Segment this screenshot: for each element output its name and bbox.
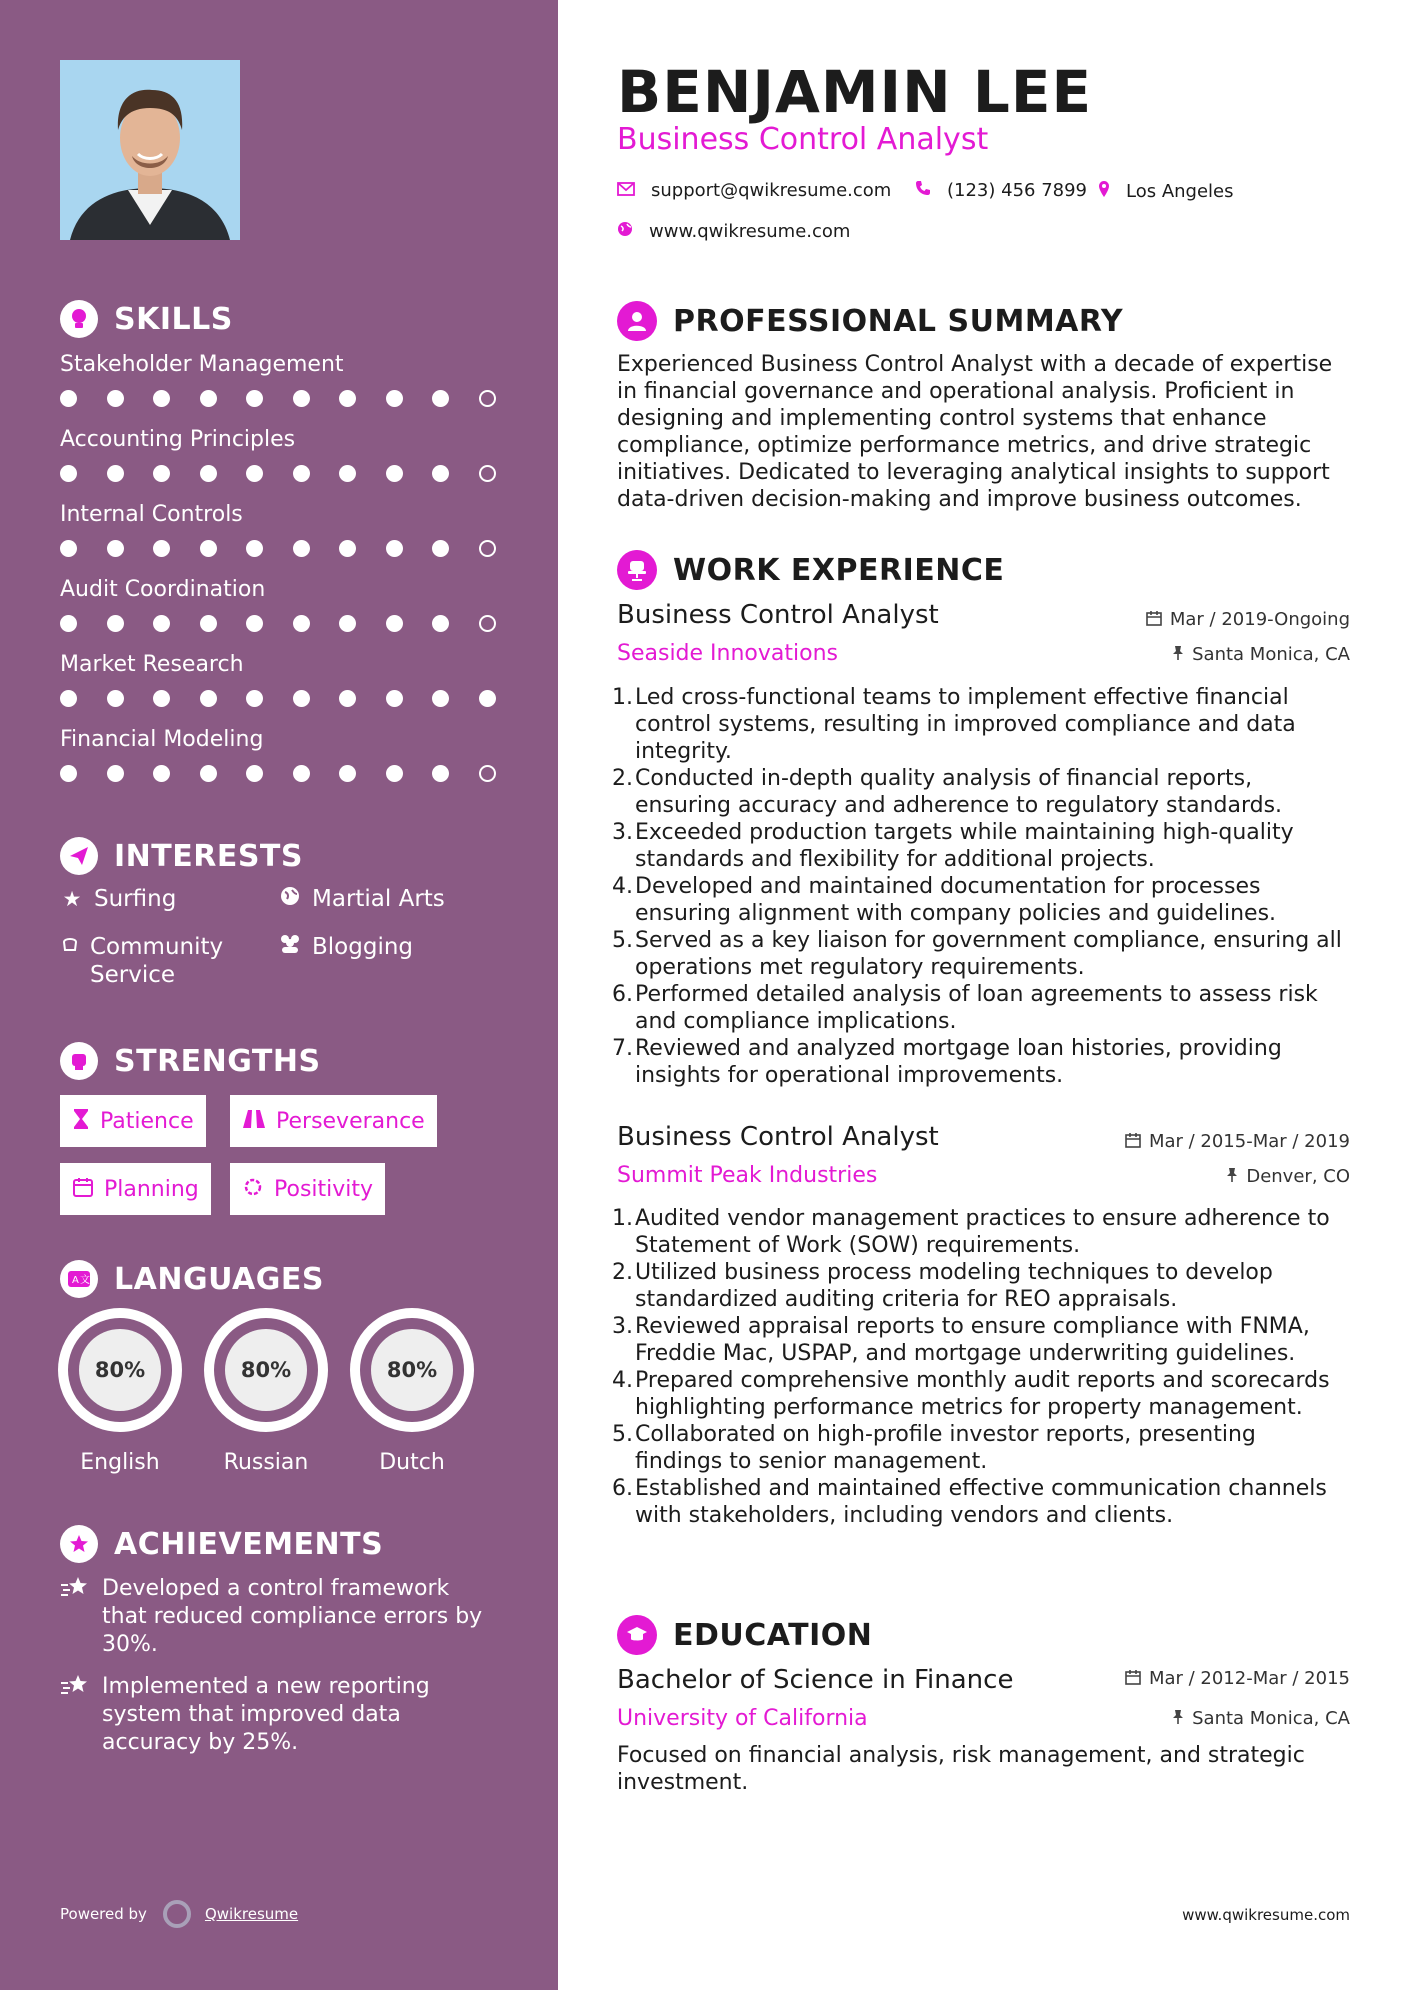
job-point [612, 1475, 1350, 1529]
paper-plane-icon [60, 837, 98, 875]
job-point [612, 1313, 1350, 1367]
candidate-name: BENJAMIN LEE [617, 58, 1093, 126]
job-point-number: 4. [612, 874, 633, 899]
job-point-text: Exceeded production targets while maintaining high-quality standards and flexibility for additional projects. [635, 820, 1294, 872]
job-point [612, 684, 1350, 765]
strength-tag [230, 1163, 385, 1215]
job-point-text: Developed and maintained documentation for processes ensuring alignment with company policies and guidelines. [635, 874, 1277, 926]
skill-dot-filled [200, 615, 217, 632]
skill-dot-filled [153, 615, 170, 632]
skills-title: SKILLS [114, 301, 233, 337]
education-location-text: Santa Monica, CA [1192, 1708, 1350, 1729]
job-point [612, 1367, 1350, 1421]
interests-title: INTERESTS [114, 838, 303, 874]
skill-dot-filled [386, 540, 403, 557]
skill-name: Accounting Principles [60, 427, 296, 452]
job-point-number: 6. [612, 1476, 633, 1501]
skill-dot-filled [200, 765, 217, 782]
strength-label: Positivity [274, 1176, 374, 1202]
skill-dot-filled [60, 615, 77, 632]
shooting-star-icon [60, 1575, 90, 1659]
job-point-text: Collaborated on high-profile investor reports, presenting findings to senior management. [635, 1422, 1256, 1474]
job-dates-text: Mar / 2019-Ongoing [1169, 609, 1350, 630]
skill-name: Audit Coordination [60, 577, 266, 602]
road-icon [242, 1109, 266, 1134]
job-point-number: 3. [612, 820, 633, 845]
skill-dot-filled [479, 690, 496, 707]
achievement-text: Developed a control framework that reduced compliance errors by 30%. [102, 1576, 483, 1657]
powered-by [60, 1900, 298, 1928]
pushpin-icon [1226, 1167, 1238, 1187]
job-point-text: Conducted in-depth quality analysis of financial reports, ensuring accuracy and adherence to regulatory standards. [635, 766, 1283, 818]
skill-dot-filled [153, 690, 170, 707]
job-point [612, 1035, 1350, 1089]
skill-dot-filled [107, 690, 124, 707]
interest-item [278, 933, 413, 961]
svg-text:A: A [72, 1275, 79, 1286]
skill-dot-filled [246, 690, 263, 707]
skill-dot-filled [339, 615, 356, 632]
languages-title: LANGUAGES [114, 1261, 324, 1297]
strength-tag [60, 1095, 206, 1147]
education-dates-text: Mar / 2012-Mar / 2015 [1148, 1668, 1350, 1689]
skill-item [60, 425, 500, 483]
job-point-text: Reviewed and analyzed mortgage loan histories, providing insights for operational improvements. [635, 1036, 1282, 1088]
skill-dot-filled [107, 540, 124, 557]
interest-item [60, 885, 176, 913]
skill-name: Market Research [60, 652, 244, 677]
summary-title: PROFESSIONAL SUMMARY [673, 303, 1124, 339]
hand-icon [60, 933, 80, 961]
skill-dot-filled [339, 390, 356, 407]
qwikresume-link[interactable]: Qwikresume [204, 1905, 299, 1923]
fist-icon [60, 1042, 98, 1080]
language-icon [60, 1260, 98, 1298]
office-chair-icon [617, 550, 657, 590]
candidate-role: Business Control Analyst [617, 122, 989, 157]
language-ring [350, 1308, 474, 1432]
skill-rating [60, 463, 500, 483]
skill-dot-filled [246, 465, 263, 482]
job-point-text: Performed detailed analysis of loan agreements to assess risk and compliance implications. [635, 982, 1318, 1034]
job-1-points [612, 684, 1350, 1089]
job-company: Summit Peak Industries [617, 1163, 878, 1188]
location-text: Los Angeles [1126, 181, 1234, 202]
skill-rating [60, 763, 500, 783]
skill-rating [60, 538, 500, 558]
skill-dot-filled [60, 765, 77, 782]
skill-dot-filled [339, 465, 356, 482]
interest-item [278, 885, 445, 913]
job-point [612, 765, 1350, 819]
phone-text: (123) 456 7899 [947, 180, 1088, 201]
skill-dot-filled [246, 765, 263, 782]
interest-label: Community Service [90, 934, 224, 988]
job-point-number: 2. [612, 1260, 633, 1285]
skill-rating [60, 688, 500, 708]
language-percent: 80% [79, 1329, 161, 1411]
skill-name: Internal Controls [60, 502, 243, 527]
sidebar [0, 0, 558, 1990]
user-icon [617, 301, 657, 341]
skill-dot-filled [339, 690, 356, 707]
skill-item [60, 650, 500, 708]
skill-dot-filled [293, 540, 310, 557]
job-point-text: Audited vendor management practices to ensure adherence to Statement of Work (SOW) requirements. [635, 1206, 1330, 1258]
language-ring [204, 1308, 328, 1432]
strength-label: Planning [104, 1176, 199, 1202]
summary-header [617, 301, 1123, 341]
qwikresume-logo-icon [163, 1900, 191, 1928]
job-point [612, 1259, 1350, 1313]
lightbulb-icon [60, 300, 98, 338]
skill-dot-filled [107, 765, 124, 782]
skill-dot-filled [107, 390, 124, 407]
strengths-title: STRENGTHS [114, 1043, 321, 1079]
skill-item [60, 725, 500, 783]
language-ring [58, 1308, 182, 1432]
language-percent: 80% [371, 1329, 453, 1411]
avatar [60, 60, 240, 240]
job-point-number: 2. [612, 766, 633, 791]
job-point-text: Reviewed appraisal reports to ensure compliance with FNMA, Freddie Mac, USPAP, and mortgage underwriting guidelines. [635, 1314, 1310, 1366]
job-point [612, 927, 1350, 981]
interest-label: Blogging [312, 934, 414, 960]
calendar-icon [1125, 1669, 1141, 1689]
skill-dot-empty [479, 465, 496, 482]
graduation-cap-icon [617, 1615, 657, 1655]
achievements-header [60, 1525, 383, 1563]
contact-email[interactable] [617, 180, 891, 201]
skill-dot-filled [293, 765, 310, 782]
job-location-text: Denver, CO [1246, 1166, 1350, 1187]
skill-item [60, 350, 500, 408]
job-point [612, 1421, 1350, 1475]
hourglass-icon [72, 1108, 90, 1135]
powered-by-label: Powered by [60, 1905, 147, 1923]
job-title: Business Control Analyst [617, 1122, 939, 1152]
skill-name: Financial Modeling [60, 727, 264, 752]
phone-icon [915, 180, 931, 201]
contact-location [1098, 180, 1234, 203]
job-dates-text: Mar / 2015-Mar / 2019 [1148, 1131, 1350, 1152]
education-school: University of California [617, 1706, 868, 1731]
skill-dot-empty [479, 615, 496, 632]
skill-dot-filled [246, 540, 263, 557]
skill-rating [60, 613, 500, 633]
skill-dot-filled [200, 465, 217, 482]
interest-label: Surfing [94, 886, 177, 912]
skill-dot-filled [386, 390, 403, 407]
skill-dot-empty [479, 540, 496, 557]
job-point [612, 819, 1350, 873]
star-icon: ★ [62, 887, 82, 911]
svg-text:文: 文 [80, 1275, 90, 1286]
skill-dot-filled [293, 690, 310, 707]
job-location [1226, 1166, 1350, 1187]
job-point-text: Established and maintained effective communication channels with stakeholders, including vendors and clients. [635, 1476, 1327, 1528]
strength-tag [230, 1095, 437, 1147]
language-english [58, 1308, 182, 1475]
interest-item [60, 933, 260, 989]
achievement-item [60, 1673, 500, 1757]
skill-dot-filled [200, 390, 217, 407]
job-point-number: 1. [612, 1206, 633, 1231]
skill-item [60, 575, 500, 633]
job-point-number: 7. [612, 1036, 633, 1061]
globe-icon [617, 221, 633, 242]
users-icon [278, 933, 302, 961]
skill-dot-filled [339, 765, 356, 782]
achievement-text: Implemented a new reporting system that improved data accuracy by 25%. [102, 1674, 430, 1755]
skill-item [60, 500, 500, 558]
job-location-text: Santa Monica, CA [1192, 644, 1350, 665]
skill-dot-filled [432, 615, 449, 632]
skill-dot-filled [200, 690, 217, 707]
skill-dot-filled [386, 615, 403, 632]
skill-dot-filled [432, 690, 449, 707]
language-name: Russian [223, 1450, 309, 1475]
interests-header [60, 837, 303, 875]
work-title: WORK EXPERIENCE [673, 552, 1005, 588]
skill-dot-filled [153, 540, 170, 557]
skill-dot-filled [246, 615, 263, 632]
skill-name: Stakeholder Management [60, 352, 344, 377]
achievements-title: ACHIEVEMENTS [114, 1526, 384, 1562]
skill-dot-filled [386, 465, 403, 482]
job-point [612, 1205, 1350, 1259]
job-point [612, 981, 1350, 1035]
job-point-number: 6. [612, 982, 633, 1007]
job-point-text: Utilized business process modeling techniques to develop standardized auditing criteria for REO appraisals. [635, 1260, 1273, 1312]
skills-header [60, 300, 233, 338]
skill-dot-filled [386, 690, 403, 707]
skill-dot-empty [479, 765, 496, 782]
achievement-item [60, 1575, 500, 1659]
education-header [617, 1615, 872, 1655]
job-title: Business Control Analyst [617, 600, 939, 630]
pushpin-icon [1172, 1709, 1184, 1729]
skill-dot-empty [479, 390, 496, 407]
skill-dot-filled [153, 765, 170, 782]
skill-dot-filled [432, 765, 449, 782]
skill-dot-filled [432, 390, 449, 407]
summary-text: Experienced Business Control Analyst with a decade of expertise in financial governance and operational analysis. Proficient in designing and implementing control systems that enhance compliance, optimize performance metrics, and drive strategic initiatives. Dedicated to leveraging analytical insights to support data-driven decision-making and improve business outcomes. [617, 352, 1333, 512]
job-dates [1146, 609, 1350, 630]
job-company: Seaside Innovations [617, 641, 838, 666]
job-point-number: 5. [612, 928, 633, 953]
work-header [617, 550, 1004, 590]
job-point-number: 3. [612, 1314, 633, 1339]
job-point-text: Led cross-functional teams to implement effective financial control systems, resulting in improved compliance and data integrity. [635, 685, 1296, 764]
skill-dot-filled [153, 465, 170, 482]
strengths-header [60, 1042, 321, 1080]
contact-phone[interactable] [915, 180, 1087, 201]
job-point-number: 4. [612, 1368, 633, 1393]
education-location [1172, 1708, 1350, 1729]
strength-label: Perseverance [276, 1108, 425, 1134]
footer-website[interactable]: www.qwikresume.com [1182, 1906, 1350, 1924]
skill-dot-filled [293, 465, 310, 482]
job-dates [1125, 1131, 1350, 1152]
envelope-icon [617, 181, 635, 201]
skill-dot-filled [60, 390, 77, 407]
language-dutch [350, 1308, 474, 1475]
education-degree: Bachelor of Science in Finance [617, 1665, 1014, 1695]
sun-icon [242, 1176, 264, 1203]
skill-dot-filled [293, 615, 310, 632]
education-description: Focused on financial analysis, risk management, and strategic investment. [617, 1743, 1305, 1795]
globe-icon [278, 885, 302, 913]
skill-dot-filled [200, 540, 217, 557]
skill-dot-filled [386, 765, 403, 782]
skill-dot-filled [432, 540, 449, 557]
map-marker-icon [1098, 180, 1110, 203]
education-title: EDUCATION [673, 1617, 873, 1653]
skill-dot-filled [153, 390, 170, 407]
job-point [612, 873, 1350, 927]
skill-dot-filled [60, 690, 77, 707]
strength-label: Patience [100, 1108, 194, 1134]
strength-tag [60, 1163, 211, 1215]
profile-photo [60, 60, 240, 240]
job-point-text: Prepared comprehensive monthly audit reports and scorecards highlighting performance metrics for property management. [635, 1368, 1330, 1420]
job-2-points [612, 1205, 1350, 1529]
website-text: www.qwikresume.com [649, 221, 851, 242]
skill-dot-filled [60, 540, 77, 557]
pushpin-icon [1172, 645, 1184, 665]
education-dates [1125, 1668, 1350, 1689]
job-point-number: 1. [612, 685, 633, 710]
job-location [1172, 644, 1350, 665]
job-point-number: 5. [612, 1422, 633, 1447]
shooting-star-icon [60, 1673, 90, 1757]
language-name: English [80, 1450, 160, 1475]
skill-dot-filled [246, 390, 263, 407]
skill-dot-filled [60, 465, 77, 482]
calendar-icon [1125, 1132, 1141, 1152]
trophy-star-icon [60, 1525, 98, 1563]
skill-dot-filled [293, 390, 310, 407]
email-text: support@qwikresume.com [651, 180, 892, 201]
contact-website[interactable] [617, 221, 850, 242]
skill-dot-filled [339, 540, 356, 557]
skill-dot-filled [107, 615, 124, 632]
interest-label: Martial Arts [312, 886, 445, 912]
skill-dot-filled [432, 465, 449, 482]
language-russian [204, 1308, 328, 1475]
language-name: Dutch [379, 1450, 445, 1475]
job-point-text: Served as a key liaison for government compliance, ensuring all operations met regulatory requirements. [635, 928, 1342, 980]
calendar-icon [1146, 610, 1162, 630]
language-percent: 80% [225, 1329, 307, 1411]
languages-header [60, 1260, 324, 1298]
skill-rating [60, 388, 500, 408]
calendar-icon [72, 1176, 94, 1203]
skill-dot-filled [107, 465, 124, 482]
